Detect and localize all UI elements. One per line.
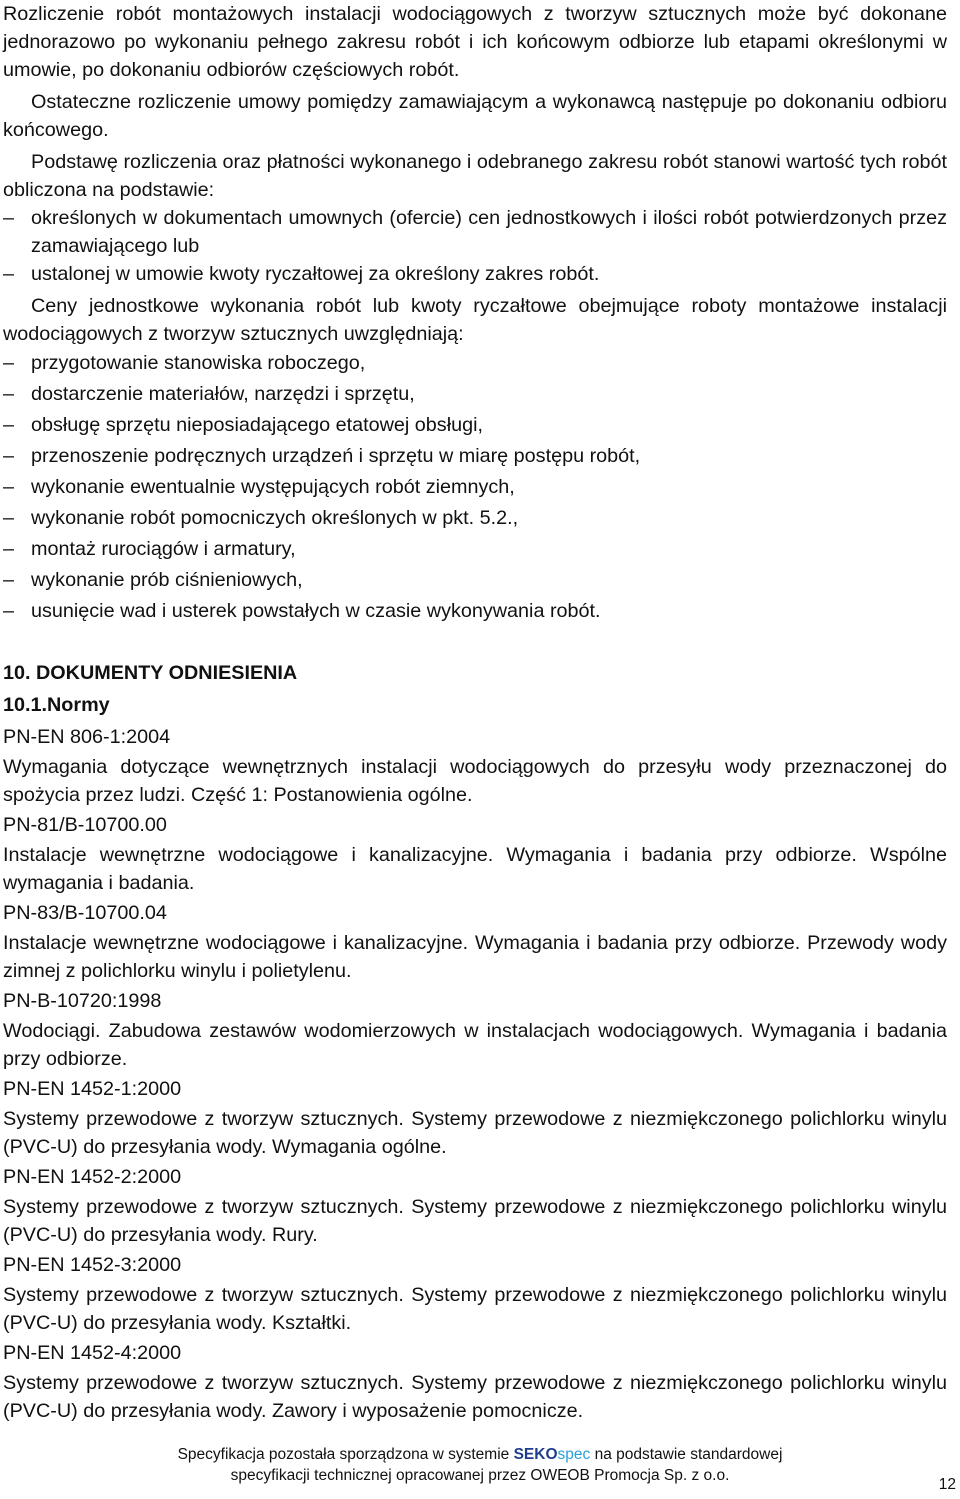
list-item [3,204,947,260]
paragraph-payment-basis: Podstawę rozliczenia oraz płatności wykonanego i odebranego zakresu robót stanowi wartość tych robót obliczona na podstawie: [3,151,947,201]
norm-entry [3,1073,947,1161]
document-page [3,0,947,1425]
dash-bullet: – [3,383,15,405]
norm-entry [3,897,947,985]
norm-description: Instalacje wewnętrzne wodociągowe i kanalizacyjne. Wymagania i badania przy odbiorze. Przewody wody zimnej z polichlorku winylu i polietylenu. [3,932,947,982]
norm-code: PN-83/B-10700.04 [3,902,167,924]
norm-code: PN-EN 1452-4:2000 [3,1342,182,1364]
footer-text: Specyfikacja pozostała sporządzona w systemie [177,1446,514,1463]
list-item [3,441,947,472]
norm-description: Instalacje wewnętrzne wodociągowe i kanalizacyjne. Wymagania i badania przy odbiorze. Wspólne wymagania i badania. [3,844,947,894]
list-item-text: obsługę sprzętu nieposiadającego etatowej obsługi, [31,414,483,436]
list-item-text: wykonanie ewentualnie występujących robót ziemnych, [31,476,515,498]
dash-bullet: – [3,445,15,467]
list-item [3,503,947,534]
list-item [3,472,947,503]
list-item-text: określonych w dokumentach umownych (ofercie) cen jednostkowych i ilości robót potwierdzonych przez zamawiającego lub [31,207,947,257]
dash-bullet: – [3,538,15,560]
payment-basis-list [3,204,947,288]
dash-bullet: – [3,207,15,229]
dash-bullet: – [3,263,15,285]
dash-bullet: – [3,600,15,622]
paragraph-unit-prices: Ceny jednostkowe wykonania robót lub kwoty ryczałtowe obejmujące roboty montażowe instalacji wodociągowych z tworzyw sztucznych uwzględniają: [3,295,947,345]
list-item-text: dostarczenie materiałów, narzędzi i sprzętu, [31,383,415,405]
list-item [3,565,947,596]
norm-description: Systemy przewodowe z tworzyw sztucznych. Systemy przewodowe z niezmiękczonego polichlorku winylu (PVC-U) do przesyłania wody. Rury. [3,1196,947,1246]
list-item-text: usunięcie wad i usterek powstałych w czasie wykonywania robót. [31,600,601,622]
norm-entry [3,1249,947,1337]
page-number: 12 [938,1476,956,1493]
norm-description: Wymagania dotyczące wewnętrznych instalacji wodociągowych do przesyłu wody przeznaczonej do spożycia przez ludzi. Część 1: Postanowienia ogólne. [3,756,947,806]
dash-bullet: – [3,352,15,374]
list-item-text: ustalonej w umowie kwoty ryczałtowej za określony zakres robót. [31,263,600,285]
footer-line-2: specyfikacji technicznej opracowanej przez OWEOB Promocja Sp. z o.o. [230,1467,730,1484]
norm-code: PN-81/B-10700.00 [3,814,167,836]
list-item-text: wykonanie robót pomocniczych określonych w pkt. 5.2., [31,507,519,529]
dash-bullet: – [3,414,15,436]
list-item [3,596,947,627]
norm-code: PN-EN 806-1:2004 [3,726,171,748]
list-item-text: montaż rurociągów i armatury, [31,538,296,560]
dash-bullet: – [3,507,15,529]
norm-code: PN-B-10720:1998 [3,990,162,1012]
list-item [3,410,947,441]
subsection-heading: 10.1.Normy [3,694,110,716]
norm-entry [3,1161,947,1249]
norm-entry [3,1337,947,1425]
norm-description: Wodociągi. Zabudowa zestawów wodomierzowych w instalacjach wodociągowych. Wymagania i badania przy odbiorze. [3,1020,947,1070]
list-item [3,534,947,565]
norm-code: PN-EN 1452-3:2000 [3,1254,182,1276]
norms-list [3,721,947,1425]
list-item [3,379,947,410]
dash-bullet: – [3,569,15,591]
footer-text: na podstawie standardowej [590,1446,783,1463]
brand-logo-seko: SEKO [513,1446,558,1463]
page-footer [0,1444,960,1486]
norm-description: Systemy przewodowe z tworzyw sztucznych. Systemy przewodowe z niezmiękczonego polichlorku winylu (PVC-U) do przesyłania wody. Kształtki. [3,1284,947,1334]
norm-description: Systemy przewodowe z tworzyw sztucznych. Systemy przewodowe z niezmiękczonego polichlorku winylu (PVC-U) do przesyłania wody. Wymagania ogólne. [3,1108,947,1158]
list-item-text: przygotowanie stanowiska roboczego, [31,352,366,374]
brand-logo-spec: spec [557,1446,591,1463]
section-heading: 10. DOKUMENTY ODNIESIENIA [3,662,298,684]
norm-entry [3,985,947,1073]
dash-bullet: – [3,476,15,498]
list-item [3,260,947,288]
paragraph-final-settlement: Ostateczne rozliczenie umowy pomiędzy zamawiającym a wykonawcą następuje po dokonaniu odbioru końcowego. [3,91,947,141]
footer-line-1 [0,1444,960,1465]
list-item-text: przenoszenie podręcznych urządzeń i sprzętu w miarę postępu robót, [31,445,641,467]
norm-description: Systemy przewodowe z tworzyw sztucznych. Systemy przewodowe z niezmiękczonego polichlorku winylu (PVC-U) do przesyłania wody. Zawory i wyposażenie pomocnicze. [3,1372,947,1422]
paragraph-settlement: Rozliczenie robót montażowych instalacji wodociągowych z tworzyw sztucznych może być dokonane jednorazowo po wykonaniu pełnego zakresu robót i ich końcowym odbiorze lub etapami określonymi w umowie, po dokonaniu odbiorów częściowych robót. [3,3,947,81]
norm-entry [3,721,947,809]
list-item-text: wykonanie prób ciśnieniowych, [31,569,303,591]
norm-code: PN-EN 1452-2:2000 [3,1166,182,1188]
list-item [3,348,947,379]
norm-entry [3,809,947,897]
unit-prices-list [3,348,947,627]
norm-code: PN-EN 1452-1:2000 [3,1078,182,1100]
